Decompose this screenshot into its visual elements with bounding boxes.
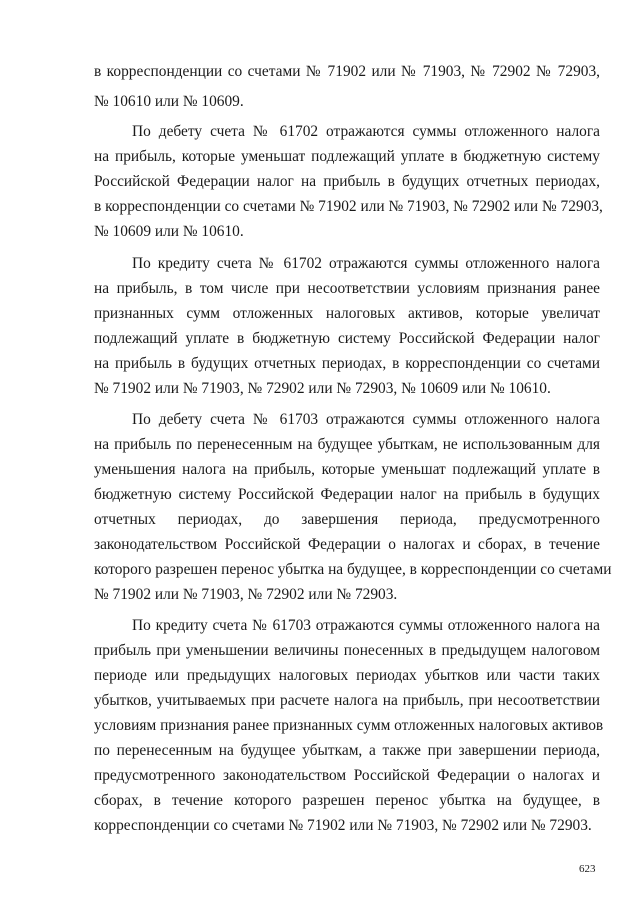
- text-line: № 71902 или № 71903, № 72902 или № 72903, № 10609 или № 10610.: [94, 380, 551, 397]
- text-line: По дебету счета № 61702 отражаются суммы отложенного налога: [132, 123, 600, 140]
- text-line: которого разрешен перенос убытка на будущее, в корреспонденции со счетами: [94, 561, 612, 578]
- text-line: убытков, учитываемых при расчете налога на прибыль, при несоответствии: [94, 692, 600, 709]
- text-line: По кредиту счета № 61703 отражаются суммы отложенного налога на: [132, 617, 600, 634]
- text-line: подлежащий уплате в бюджетную систему Российской Федерации налог: [94, 330, 600, 347]
- text-line: условиям признания ранее признанных сумм отложенных налоговых активов: [94, 717, 604, 734]
- text-line: признанных сумм отложенных налоговых активов, которые увеличат: [94, 305, 600, 322]
- text-line: на прибыль, в том числе при несоответствии условиям признания ранее: [94, 280, 600, 297]
- text-line: на прибыль, которые уменьшат подлежащий уплате в бюджетную систему: [94, 148, 600, 165]
- text-line: сборах, в течение которого разрешен перенос убытка на будущее, в: [94, 792, 600, 809]
- text-line: на прибыль в будущих отчетных периодах, в корреспонденции со счетами: [94, 355, 600, 372]
- text-line: № 10610 или № 10609.: [94, 93, 244, 110]
- text-line: По дебету счета № 61703 отражаются суммы отложенного налога: [132, 411, 600, 428]
- text-line: № 71902 или № 71903, № 72902 или № 72903.: [94, 586, 398, 603]
- text-line: периоде или предыдущих налоговых периодах убытков или части таких: [94, 667, 600, 684]
- text-line: бюджетную систему Российской Федерации налог на прибыль в будущих: [94, 486, 600, 503]
- text-line: Российской Федерации налог на прибыль в будущих отчетных периодах,: [94, 173, 600, 190]
- text-line: законодательством Российской Федерации о налогах и сборах, в течение: [94, 536, 600, 553]
- text-line: в корреспонденции со счетами № 71902 или № 71903, № 72902 или № 72903,: [94, 198, 603, 215]
- text-line: По кредиту счета № 61702 отражаются суммы отложенного налога: [132, 255, 600, 272]
- text-line: по перенесенным на будущее убыткам, а также при завершении периода,: [94, 742, 600, 759]
- text-line: корреспонденции со счетами № 71902 или № 71903, № 72902 или № 72903.: [94, 817, 592, 834]
- text-line: № 10609 или № 10610.: [94, 223, 244, 240]
- text-line: предусмотренного законодательством Российской Федерации о налогах и: [94, 767, 600, 784]
- text-line: на прибыль по перенесенным на будущее убыткам, не использованным для: [94, 436, 600, 453]
- page-number: 623: [579, 863, 596, 875]
- text-line: уменьшения налога на прибыль, которые уменьшат подлежащий уплате в: [94, 461, 600, 478]
- text-line: прибыль при уменьшении величины понесенных в предыдущем налоговом: [94, 642, 600, 659]
- text-line: в корреспонденции со счетами № 71902 или № 71903, № 72902 № 72903,: [94, 63, 600, 80]
- text-line: отчетных периодах, до завершения периода, предусмотренного: [94, 511, 600, 528]
